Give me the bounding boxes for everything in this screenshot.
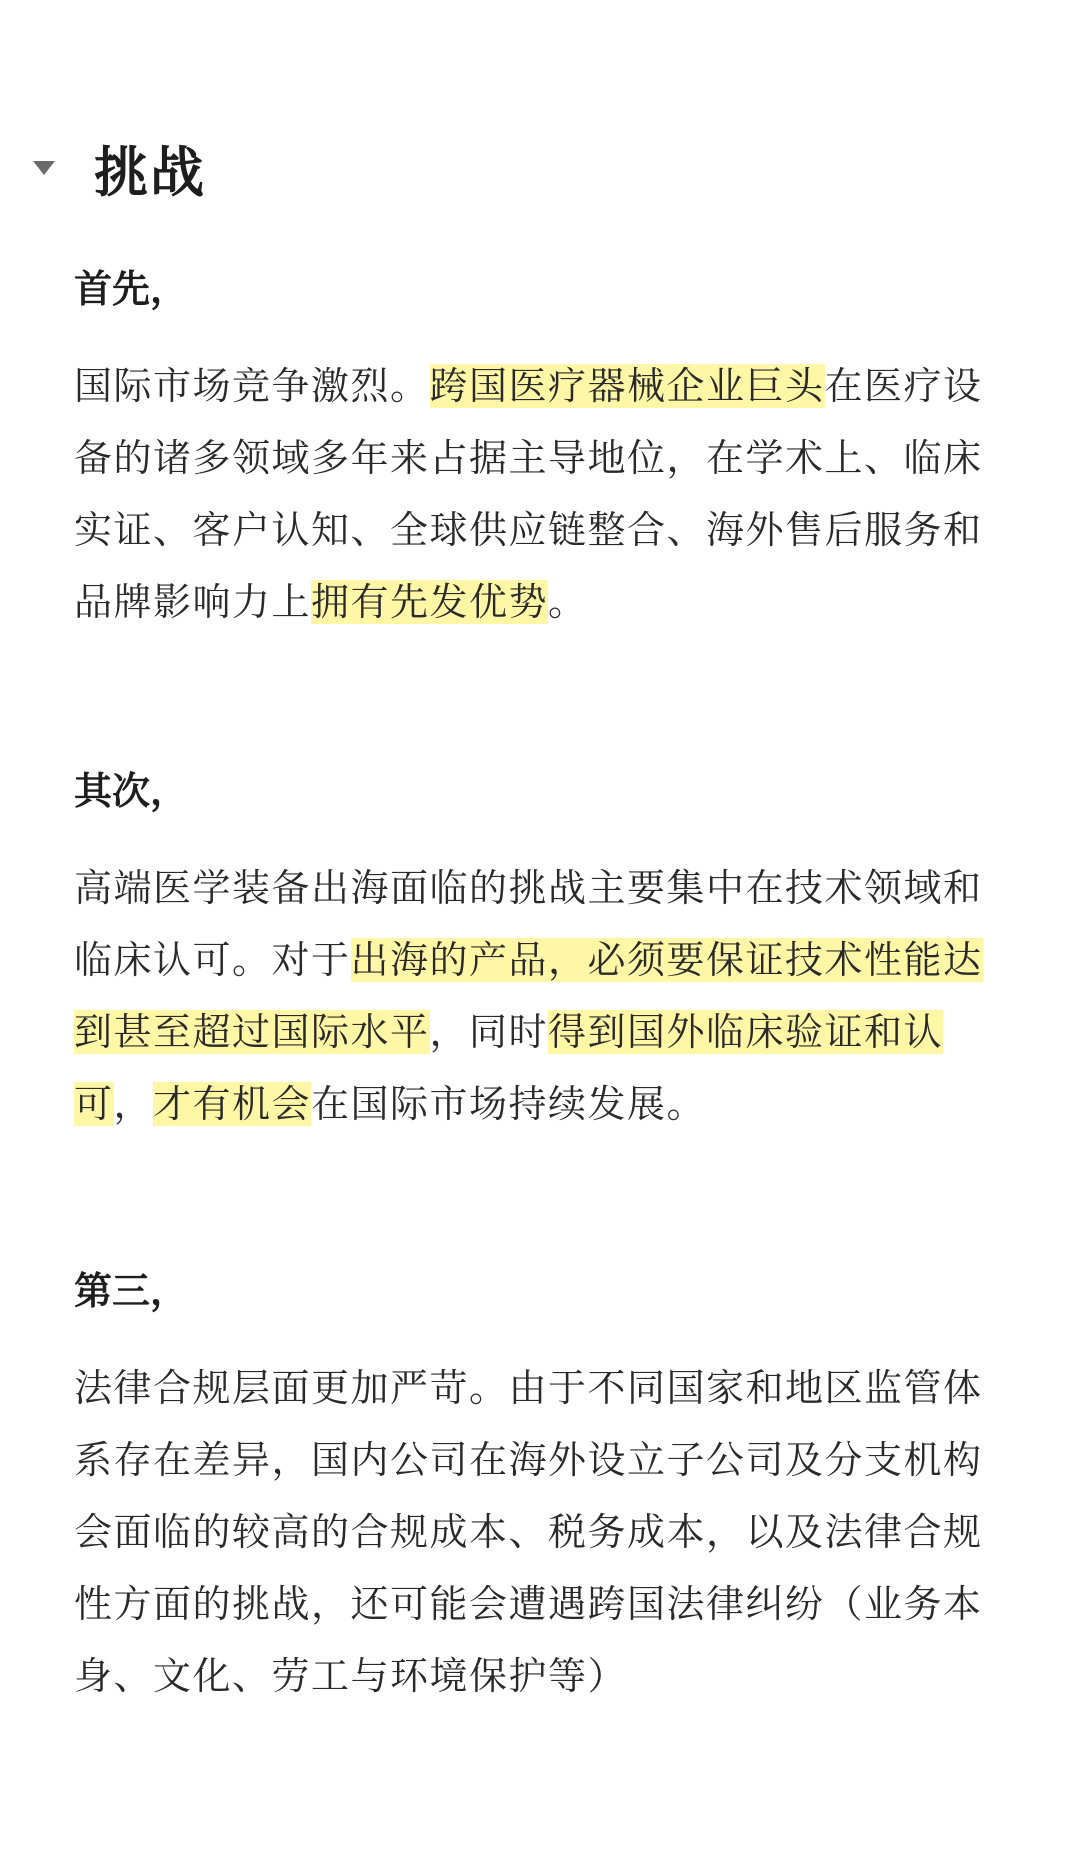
highlighted-text: 得到国外临床验证和认可 [74,1010,944,1126]
section-first [74,267,1018,638]
section-label: 其次， [74,769,189,813]
section-body [74,852,1018,1140]
text-run: 高端医学装备出海面临的挑战主要集中在技术领域和临床认可。对于 [74,866,983,982]
highlighted-text: 跨国医疗器械企业巨头 [429,364,825,408]
text-run: ， [113,1082,154,1126]
section-label: 第三， [74,1269,189,1313]
section-third [74,1269,1018,1712]
text-run: 在医疗设备的诸多领域多年来占据主导地位，在学术上、临床实证、客户认知、全球供应链整合、海外售后服务和品牌影响力上 [74,364,983,624]
text-run: ，同时 [429,1010,549,1054]
section-body [74,1352,1018,1712]
section-label: 首先， [74,267,189,311]
text-run: 国际市场竞争激烈。 [74,364,430,408]
collapsible-heading[interactable] [20,128,206,208]
text-run: 在国际市场持续发展。 [311,1082,707,1126]
highlighted-text: 拥有先发优势 [311,580,549,624]
highlighted-text: 出海的产品，必须要保证技术性能达到甚至超过国际水平 [74,938,983,1054]
text-run: 。 [548,580,588,624]
section-heading: 挑战 [94,140,206,204]
section-second [74,769,1018,1140]
section-body [74,350,1018,638]
highlighted-text: 才有机会 [153,1082,312,1126]
triangle-down-icon[interactable] [20,144,68,192]
text-run: 法律合规层面更加严苛。由于不同国家和地区监管体系存在差异，国内公司在海外设立子公司及分支机构会面临的较高的合规成本、税务成本，以及法律合规性方面的挑战，还可能会遭遇跨国法律纠纷（业务本身、文化、劳工与环境保护等） [74,1366,983,1698]
